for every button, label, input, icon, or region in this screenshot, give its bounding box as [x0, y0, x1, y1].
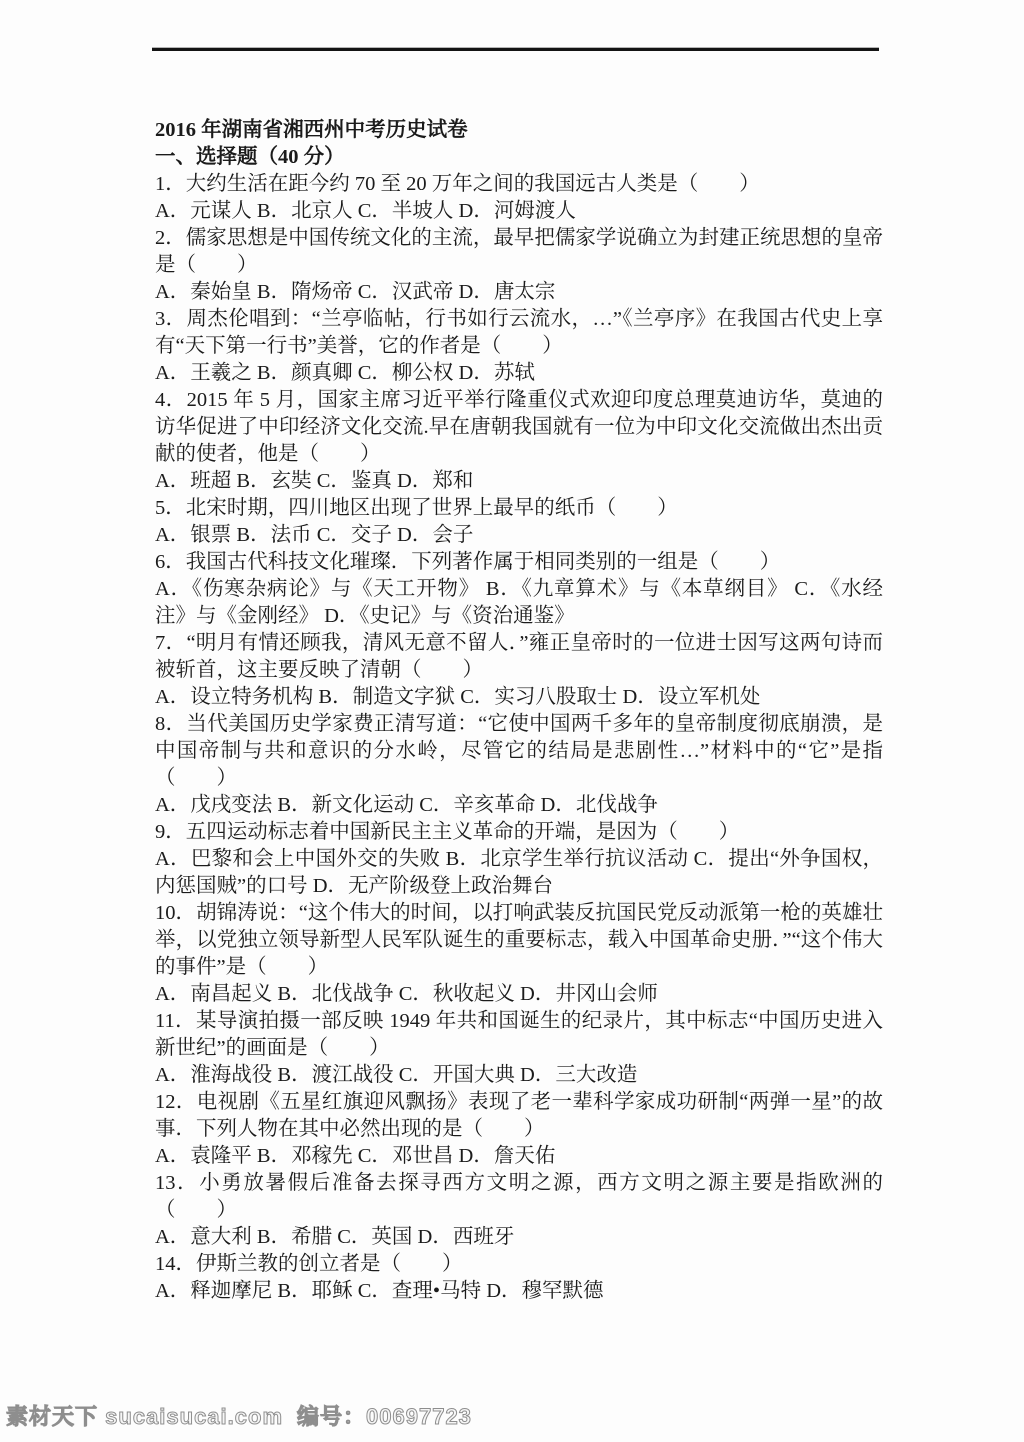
question-stem: 5．北宋时期，四川地区出现了世界上最早的纸币（ ） — [155, 497, 678, 519]
question-options: A．巴黎和会上中国外交的失败 B．北京学生举行抗议活动 C．提出“外争国权，内惩国贼”的口号 D．无产阶级登上政治舞台 — [155, 848, 883, 897]
question-stem: 12．电视剧《五星红旗迎风飘扬》表现了老一辈科学家成功研制“两弹一星”的故事．下列人物在其中必然出现的是（ ） — [155, 1091, 883, 1140]
section-heading: 一、选择题（40 分） — [155, 146, 345, 168]
question-options: A．袁隆平 B．邓稼先 C．邓世昌 D．詹天佑 — [155, 1145, 556, 1167]
watermark-id-label: 编号： — [297, 1404, 367, 1429]
page-top-rule — [152, 47, 879, 51]
question-options: A．班超 B．玄奘 C．鉴真 D．郑和 — [155, 470, 474, 492]
question-stem: 9．五四运动标志着中国新民主主义革命的开端，是因为（ ） — [155, 821, 740, 843]
question-stem: 7．“明月有情还顾我，清风无意不留人．”雍正皇帝时的一位进士因写这两句诗而被斩首，这主要反映了清朝（ ） — [155, 632, 883, 681]
exam-content — [155, 117, 883, 1305]
question-options: A．戊戌变法 B．新文化运动 C．辛亥革命 D．北伐战争 — [155, 794, 658, 816]
exam-title: 2016 年湖南省湘西州中考历史试卷 — [155, 119, 468, 141]
question-options: A．意大利 B．希腊 C．英国 D．西班牙 — [155, 1226, 515, 1248]
question-stem: 4．2015 年 5 月，国家主席习近平举行隆重仪式欢迎印度总理莫迪访华，莫迪的访华促进了中印经济文化交流.早在唐朝我国就有一位为中印文化交流做出杰出贡献的使者，他是（ ） — [155, 389, 883, 465]
question-stem: 2．儒家思想是中国传统文化的主流，最早把儒家学说确立为封建正统思想的皇帝是（ ） — [155, 227, 883, 276]
question-options: A．银票 B．法币 C．交子 D．会子 — [155, 524, 474, 546]
question-options: A．设立特务机构 B．制造文字狱 C．实习八股取士 D．设立军机处 — [155, 686, 761, 708]
question-stem: 8．当代美国历史学家费正清写道：“它使中国两千多年的皇帝制度彻底崩溃，是中国帝制与共和意识的分水岭，尽管它的结局是悲剧性…”材料中的“它”是指（ ） — [155, 713, 883, 789]
question-stem: 14．伊斯兰教的创立者是（ ） — [155, 1253, 463, 1275]
question-stem: 1．大约生活在距今约 70 至 20 万年之间的我国远古人类是（ ） — [155, 173, 760, 195]
question-stem: 10．胡锦涛说：“这个伟大的时间，以打响武装反抗国民党反动派第一枪的英雄壮举，以党独立领导新型人民军队诞生的重要标志，载入中国革命史册．”“这个伟大的事件”是（ ） — [155, 902, 883, 978]
question-options: A．南昌起义 B．北伐战争 C．秋收起义 D．井冈山会师 — [155, 983, 658, 1005]
question-stem: 6．我国古代科技文化璀璨．下列著作属于相同类别的一组是（ ） — [155, 551, 781, 573]
question-stem: 11．某导演拍摄一部反映 1949 年共和国诞生的纪录片，其中标志“中国历史进入新世纪”的画面是（ ） — [155, 1010, 883, 1059]
questions — [155, 171, 883, 1305]
watermark — [6, 1400, 472, 1431]
watermark-id-value: 00697723 — [366, 1404, 472, 1429]
question-stem: 13．小勇放暑假后准备去探寻西方文明之源，西方文明之源主要是指欧洲的（ ） — [155, 1172, 883, 1221]
question-options: A．王羲之 B．颜真卿 C．柳公权 D．苏轼 — [155, 362, 535, 384]
question-options: A．释迦摩尼 B．耶稣 C．查理•马特 D．穆罕默德 — [155, 1280, 604, 1302]
question-stem: 3．周杰伦唱到：“兰亭临帖，行书如行云流水，…”《兰亭序》在我国古代史上享有“天下第一行书”美誉，它的作者是（ ） — [155, 308, 883, 357]
watermark-site-domain: sucaisucai.com — [105, 1404, 284, 1429]
question-options: A．元谋人 B．北京人 C．半坡人 D．河姆渡人 — [155, 200, 576, 222]
watermark-site-name: 素材天下 — [6, 1404, 99, 1429]
question-options: A．秦始皇 B．隋炀帝 C．汉武帝 D．唐太宗 — [155, 281, 556, 303]
question-options: A．淮海战役 B．渡江战役 C．开国大典 D．三大改造 — [155, 1064, 638, 1086]
question-options: A．《伤寒杂病论》与《天工开物》 B．《九章算术》与《本草纲目》 C．《水经注》与《金刚经》 D．《史记》与《资治通鉴》 — [155, 578, 883, 627]
